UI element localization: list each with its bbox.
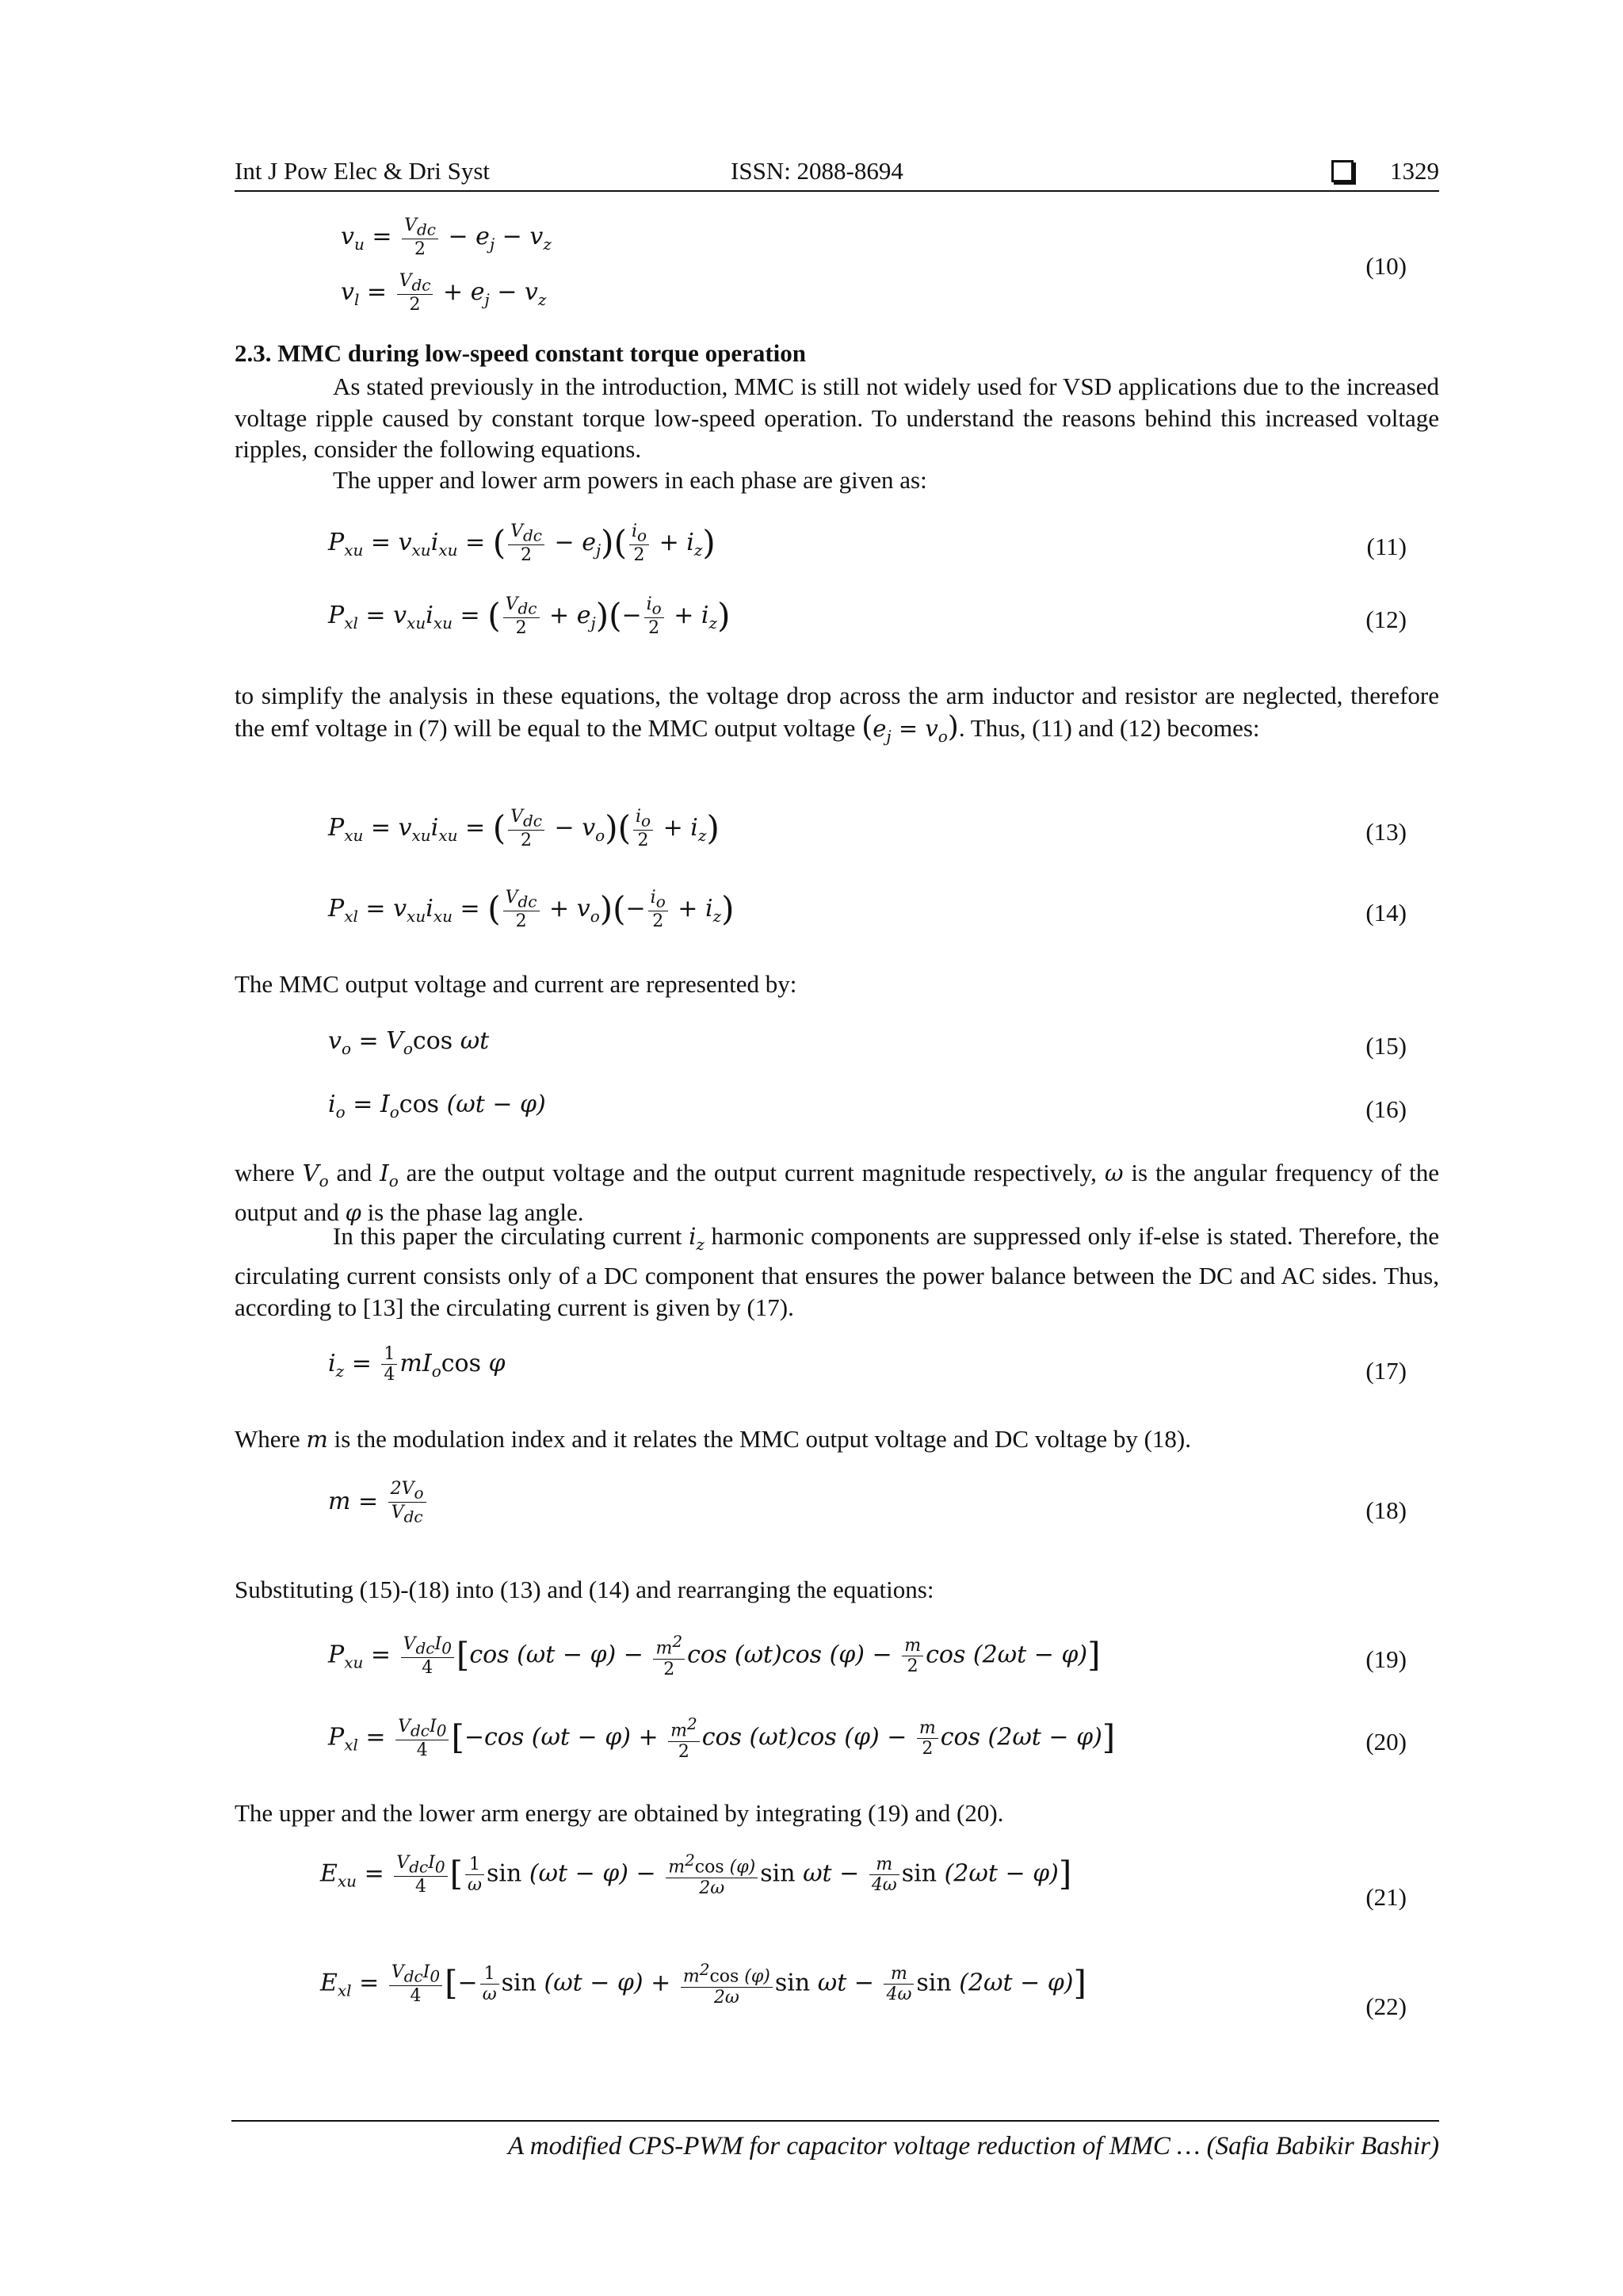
paragraph-modulation [235,1423,1439,1456]
running-footer: A modified CPS-PWM for capacitor voltage reduction of MMC … (Safia Babikir Bashir) [507,2132,1439,2160]
equation-12: $P_{xl} = v_{xu}i_{xu}$ = ( $\frac{V_{dc}}{2}$ + $e_j)(-$ $\frac{i_o}{2}$ + $i_z$) [328,594,731,639]
eq-number-18: (18) [1365,1496,1407,1524]
equation-11: $P_{xu} = v_{xu}i_{xu}$ = ( $\frac{V_{dc}}{2}$ − $e_j$)( $\frac{i_o}{2}$ + $i_z$) [328,521,716,566]
paragraph-energy: The upper and the lower arm energy are obtained by integrating (19) and (20). [235,1799,1004,1827]
paragraph-where-text-a: where [235,1159,295,1186]
paragraph-simplify-text-b: . Thus, (11) and (12) becomes: [958,713,1260,742]
paragraph-modulation-text-b: is the modulation index and it relates the MMC output voltage and DC voltage by (18). [334,1425,1191,1453]
eq-number-12: (12) [1365,606,1407,633]
inline-math-Io: $I_o$ [380,1159,399,1190]
inline-math-ej-vo: $(e_j = v_o)$ [861,710,959,746]
paragraph-circulating-text-b: harmonic components are suppressed only if-else is stated. Therefore, the circulating current consists only of a DC component that ensures the power balance between the DC and AC sides. Thus, according to [13] the circulating current is given by (17). [235,1222,1439,1321]
equation-18: m = $\frac{2V_o}{V_{dc}}$ [328,1479,429,1526]
equation-22: $E_{xl}$ = $\frac{V_{dc}I_0}{4}$ [− $\frac{1}{\omega}$ sin (ωt − φ) + $\frac{m^2\cos (\varphi)}{2\omega}$ sin ωt − $\frac{m}{4\omega}$ sin (2ωt − φ)] [320,1960,1086,2008]
equation-13: $P_{xu} = v_{xu}i_{xu}$ = ( $\frac{V_{dc}}{2}$ − $v_o$)( $\frac{i_o}{2}$ + $i_z$) [328,807,720,851]
equation-10b: $v_l$ = $\frac{V_{dc}}{2}$ + $e_j - v_z$ [341,271,547,315]
running-header [235,157,1439,189]
equation-21: $E_{xu}$ = $\frac{V_{dc}I_0}{4}$ [ $\frac{1}{\omega}$ sin (ωt − φ) − $\frac{m^2\cos (\varphi)}{2\omega}$ sin ωt − $\frac{m}{4\omega}$ sin (2ωt − φ)] [320,1851,1072,1898]
eq-number-11: (11) [1366,533,1407,560]
inline-math-Vo: $V_o$ [302,1159,329,1190]
eq-number-21: (21) [1365,1883,1407,1911]
header-rule [235,190,1439,192]
eq-number-20: (20) [1365,1728,1407,1755]
paragraph-where-text-c: are the output voltage and the output current magnitude respectively, [406,1159,1097,1186]
inline-math-m: m [306,1426,328,1453]
paragraph-where [235,1157,1439,1229]
inline-math-phi: φ [345,1199,361,1227]
eq-number-13: (13) [1365,818,1407,846]
paragraph-substituting: Substituting (15)-(18) into (13) and (14) and rearranging the equations: [235,1576,934,1603]
eq-number-17: (17) [1365,1357,1407,1385]
paragraph-simplify-text-a: to simplify the analysis in these equations, the voltage drop across the arm inductor and resistor are neglected, therefore the emf voltage in (7) will be equal to the MMC output voltage [235,682,1439,742]
eq-number-15: (15) [1365,1032,1407,1060]
eq-number-19: (19) [1365,1645,1407,1673]
equation-14: $P_{xl} = v_{xu}i_{xu}$ = ( $\frac{V_{dc}}{2}$ + $v_o)(-$ $\frac{i_o}{2}$ + $i_z$) [328,888,735,932]
footer-rule [231,2120,1439,2122]
paragraph-circulating-text-a: In this paper the circulating current [333,1222,682,1250]
inline-math-omega: ω [1104,1159,1124,1186]
eq-number-14: (14) [1365,899,1407,926]
paragraph-where-text-d: is the angular frequency of the output and [235,1159,1440,1227]
paragraph-intro: As stated previously in the introduction, MMC is still not widely used for VSD applications due to the increased voltage ripple caused by constant torque low-speed operation. To understand the reasons behind this increased voltage ripples, consider the following equations. [235,372,1439,463]
issn: ISSN: 2088-8694 [731,157,903,185]
paragraph-modulation-text-a: Where [235,1425,300,1453]
eq-number-16: (16) [1365,1095,1407,1123]
eq-number-22: (22) [1365,1992,1407,2020]
equation-10a: $v_u$ = $\frac{V_{dc}}{2}$ − $e_j - v_z$ [341,216,552,260]
paragraph-circulating [235,1221,1439,1323]
inline-math-iz: $i_z$ [689,1223,705,1254]
paragraph-where-text-b: and [336,1159,372,1186]
journal-name: Int J Pow Elec & Dri Syst [235,157,491,185]
paragraph-output: The MMC output voltage and current are represented by: [235,970,797,998]
equation-17: $i_z$ = $\frac{1}{4}$ $mI_o\cos$ φ [328,1344,506,1385]
section-heading: 2.3. MMC during low-speed constant torque operation [235,339,807,367]
equation-19: $P_{xu}$ = $\frac{V_{dc}I_0}{4}$ [cos (ωt − φ) − $\frac{m^2}{2}$ cos (ωt)cos (φ) − $\frac{m}{2}$ cos (2ωt − φ)] [328,1632,1101,1679]
equation-16: $i_o = I_o\cos$ (ωt − φ) [328,1091,546,1121]
eq-number-10: (10) [1365,252,1407,280]
equation-15: $v_o = V_o\cos$ ωt [328,1027,490,1058]
equation-20: $P_{xl}$ = $\frac{V_{dc}I_0}{4}$ [−cos (ωt − φ) + $\frac{m^2}{2}$ cos (ωt)cos (φ) − $\frac{m}{2}$ cos (2ωt − φ)] [328,1714,1116,1762]
paragraph-where-text-e: is the phase lag angle. [367,1198,584,1227]
paragraph-arm-powers: The upper and lower arm powers in each phase are given as: [333,466,927,494]
paragraph-simplify [235,680,1439,752]
page-number: 1329 [1390,157,1439,185]
